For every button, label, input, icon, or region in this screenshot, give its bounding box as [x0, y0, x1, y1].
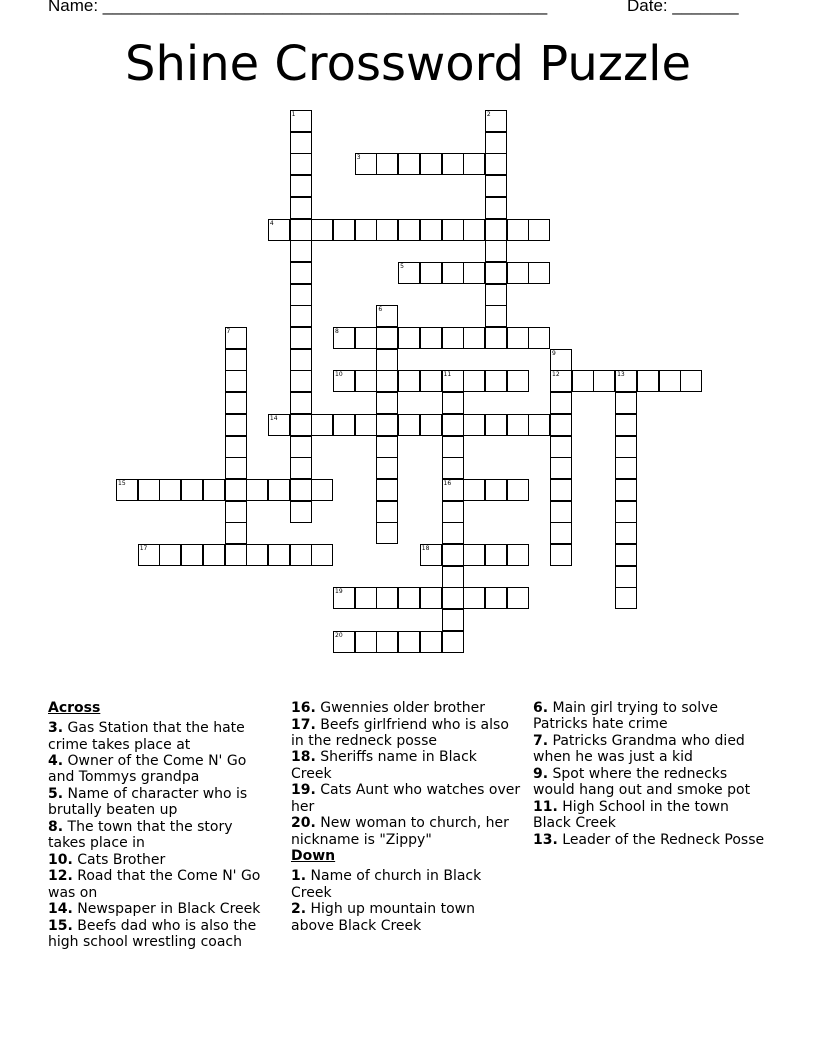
- grid-cell[interactable]: [376, 501, 398, 523]
- grid-cell[interactable]: [398, 631, 420, 653]
- clue-number: 20: [335, 631, 343, 639]
- grid-cell[interactable]: [442, 219, 464, 241]
- grid-cell[interactable]: [290, 436, 312, 458]
- clue-number: 7: [226, 328, 231, 335]
- grid-cell[interactable]: [485, 479, 507, 501]
- grid-cell[interactable]: [138, 544, 160, 566]
- clue-number: 15: [118, 479, 126, 487]
- grid-cell[interactable]: [290, 175, 312, 197]
- grid-cell[interactable]: [159, 479, 181, 501]
- clue-number-label: 4.: [48, 753, 64, 770]
- grid-cell[interactable]: [442, 566, 464, 588]
- clue-text: Owner of the Come N' Go and Tommys grandpa: [48, 753, 247, 786]
- grid-cell[interactable]: [203, 544, 225, 566]
- grid-cell[interactable]: [290, 457, 312, 479]
- across-clue: [48, 868, 273, 901]
- clue-number-label: 1.: [291, 868, 307, 885]
- clue-number: 1: [291, 111, 296, 118]
- grid-cell[interactable]: [615, 370, 637, 392]
- across-clue: [48, 753, 273, 786]
- grid-cell[interactable]: [376, 522, 398, 544]
- grid-cell[interactable]: [355, 631, 377, 653]
- grid-cell[interactable]: [615, 392, 637, 414]
- grid-cell[interactable]: [333, 219, 355, 241]
- grid-cell[interactable]: [442, 436, 464, 458]
- grid-cell[interactable]: [420, 327, 442, 349]
- clue-text: High up mountain town above Black Creek: [291, 901, 475, 934]
- grid-cell[interactable]: [485, 284, 507, 306]
- grid-cell[interactable]: [442, 544, 464, 566]
- clue-number-label: 10.: [48, 851, 73, 868]
- clue-text: Newspaper in Black Creek: [72, 901, 261, 918]
- grid-cell[interactable]: [485, 370, 507, 392]
- grid-cell[interactable]: [268, 544, 290, 566]
- grid-cell[interactable]: [507, 414, 529, 436]
- grid-cell[interactable]: [398, 414, 420, 436]
- grid-cell[interactable]: [485, 327, 507, 349]
- grid-cell[interactable]: [246, 479, 268, 501]
- clue-number-label: 2.: [291, 901, 307, 918]
- grid-cell[interactable]: [225, 501, 247, 523]
- down-clue: [533, 733, 765, 766]
- grid-cell[interactable]: [442, 587, 464, 609]
- grid-cell[interactable]: [615, 587, 637, 609]
- grid-cell[interactable]: [442, 414, 464, 436]
- grid-cell[interactable]: [550, 370, 572, 392]
- grid-cell[interactable]: [225, 522, 247, 544]
- grid-cell[interactable]: [311, 544, 333, 566]
- grid-cell[interactable]: [116, 479, 138, 501]
- clue-number: 12: [552, 371, 560, 379]
- grid-cell[interactable]: [615, 436, 637, 458]
- grid-cell[interactable]: [181, 544, 203, 566]
- grid-cell[interactable]: [442, 153, 464, 175]
- grid-cell[interactable]: [442, 262, 464, 284]
- grid-cell[interactable]: [463, 414, 485, 436]
- grid-cell[interactable]: [615, 522, 637, 544]
- clue-number-label: 8.: [48, 818, 64, 835]
- grid-cell[interactable]: [615, 544, 637, 566]
- grid-cell[interactable]: [442, 522, 464, 544]
- grid-cell[interactable]: [203, 479, 225, 501]
- grid-cell[interactable]: [485, 132, 507, 154]
- across-heading: Across: [48, 700, 101, 716]
- grid-cell[interactable]: [376, 436, 398, 458]
- clue-text: Gwennies older brother: [315, 700, 485, 716]
- grid-cell[interactable]: [680, 370, 702, 392]
- grid-cell[interactable]: [420, 587, 442, 609]
- grid-cell[interactable]: [442, 457, 464, 479]
- grid-cell[interactable]: [398, 587, 420, 609]
- clue-number-label: 7.: [533, 732, 549, 749]
- grid-cell[interactable]: [463, 153, 485, 175]
- grid-cell[interactable]: [398, 370, 420, 392]
- grid-cell[interactable]: [311, 479, 333, 501]
- grid-cell[interactable]: [225, 349, 247, 371]
- grid-cell[interactable]: [290, 544, 312, 566]
- grid-cell[interactable]: [225, 392, 247, 414]
- clue-number-label: 9.: [533, 765, 549, 782]
- clue-text: Spot where the rednecks would hang out and smoke pot: [533, 765, 751, 799]
- clue-number-label: 18.: [291, 749, 316, 766]
- across-clue: [291, 700, 521, 716]
- grid-cell[interactable]: [376, 392, 398, 414]
- grid-cell[interactable]: [290, 414, 312, 436]
- across-clue: [48, 852, 273, 868]
- clue-text: Leader of the Redneck Posse: [557, 831, 765, 848]
- grid-cell[interactable]: [355, 370, 377, 392]
- grid-cell[interactable]: [420, 544, 442, 566]
- grid-cell[interactable]: [572, 370, 594, 392]
- grid-cell[interactable]: [528, 219, 550, 241]
- grid-cell[interactable]: [550, 501, 572, 523]
- clue-number: 6: [378, 306, 383, 314]
- clue-number-label: 13.: [533, 831, 558, 848]
- grid-cell[interactable]: [463, 370, 485, 392]
- grid-cell[interactable]: [485, 544, 507, 566]
- clue-text: The town that the story takes place in: [48, 818, 233, 852]
- grid-cell[interactable]: [420, 414, 442, 436]
- grid-cell[interactable]: [311, 414, 333, 436]
- clue-text: Road that the Come N' Go was on: [48, 868, 261, 901]
- grid-cell[interactable]: [485, 110, 507, 132]
- grid-cell[interactable]: [376, 457, 398, 479]
- grid-cell[interactable]: [463, 544, 485, 566]
- across-clue: [48, 918, 273, 951]
- grid-cell[interactable]: [376, 305, 398, 327]
- grid-cell[interactable]: [333, 631, 355, 653]
- grid-cell[interactable]: [398, 219, 420, 241]
- grid-cell[interactable]: [528, 262, 550, 284]
- down-clue: [533, 766, 765, 799]
- grid-cell[interactable]: [485, 305, 507, 327]
- across-clue: [291, 815, 521, 848]
- across-clue: [48, 901, 273, 917]
- grid-cell[interactable]: [463, 219, 485, 241]
- grid-cell[interactable]: [333, 327, 355, 349]
- grid-cell[interactable]: [246, 544, 268, 566]
- page-title: Shine Crossword Puzzle: [124, 36, 692, 92]
- grid-cell[interactable]: [290, 153, 312, 175]
- clue-number-label: 11.: [533, 798, 558, 815]
- grid-cell[interactable]: [507, 479, 529, 501]
- grid-cell[interactable]: [420, 262, 442, 284]
- grid-cell[interactable]: [463, 262, 485, 284]
- down-clue: [291, 901, 521, 934]
- down-clue: [533, 799, 765, 832]
- grid-cell[interactable]: [550, 436, 572, 458]
- clue-text: Sheriffs name in Black Creek: [291, 749, 477, 782]
- grid-cell[interactable]: [225, 327, 247, 349]
- clue-number: 14: [269, 414, 278, 422]
- grid-cell[interactable]: [659, 370, 681, 392]
- grid-cell[interactable]: [376, 153, 398, 175]
- grid-cell[interactable]: [376, 349, 398, 371]
- grid-cell[interactable]: [290, 392, 312, 414]
- grid-cell[interactable]: [442, 370, 464, 392]
- grid-cell[interactable]: [290, 327, 312, 349]
- grid-cell[interactable]: [159, 544, 181, 566]
- grid-cell[interactable]: [290, 240, 312, 262]
- grid-cell[interactable]: [485, 175, 507, 197]
- grid-cell[interactable]: [615, 479, 637, 501]
- clue-number: 18: [421, 545, 430, 552]
- clue-number-label: 20.: [291, 815, 316, 832]
- across-clue: [291, 749, 521, 782]
- clue-text: Main girl trying to solve Patricks hate crime: [533, 700, 719, 733]
- clue-number: 8: [335, 328, 339, 335]
- grid-cell[interactable]: [376, 219, 398, 241]
- grid-cell[interactable]: [376, 414, 398, 436]
- grid-cell[interactable]: [398, 262, 420, 284]
- grid-cell[interactable]: [550, 457, 572, 479]
- grid-cell[interactable]: [333, 370, 355, 392]
- clue-number: 3: [356, 154, 361, 162]
- clue-number-label: 17.: [291, 716, 316, 733]
- grid-cell[interactable]: [376, 327, 398, 349]
- down-clue: [291, 868, 521, 901]
- grid-cell[interactable]: [442, 479, 464, 501]
- date-field-label: Date: _______: [627, 0, 739, 15]
- grid-cell[interactable]: [615, 457, 637, 479]
- grid-cell[interactable]: [376, 631, 398, 653]
- down-clue: [533, 832, 765, 848]
- grid-cell[interactable]: [463, 327, 485, 349]
- grid-cell[interactable]: [355, 219, 377, 241]
- grid-cell[interactable]: [463, 479, 485, 501]
- grid-cell[interactable]: [550, 544, 572, 566]
- clue-text: Gas Station that the hate crime takes place at: [48, 720, 245, 753]
- grid-cell[interactable]: [355, 327, 377, 349]
- grid-cell[interactable]: [507, 544, 529, 566]
- grid-cell[interactable]: [290, 219, 312, 241]
- clue-number-label: 12.: [48, 868, 73, 885]
- down-clue: [533, 700, 765, 733]
- grid-cell[interactable]: [550, 479, 572, 501]
- grid-cell[interactable]: [615, 501, 637, 523]
- clue-number-label: 6.: [533, 700, 549, 716]
- clue-text: Patricks Grandma who died when he was just a kid: [533, 732, 745, 766]
- grid-cell[interactable]: [507, 219, 529, 241]
- clue-number: 5: [400, 262, 404, 270]
- clue-column-1: [48, 700, 273, 951]
- grid-cell[interactable]: [550, 414, 572, 436]
- clue-number: 19: [335, 588, 343, 596]
- across-clue: [291, 782, 521, 815]
- clue-number-label: 5.: [48, 786, 64, 803]
- grid-cell[interactable]: [290, 262, 312, 284]
- grid-cell[interactable]: [420, 631, 442, 653]
- name-field-label: Name: _______________________________________________: [48, 0, 548, 15]
- grid-cell[interactable]: [485, 587, 507, 609]
- grid-cell[interactable]: [485, 219, 507, 241]
- grid-cell[interactable]: [485, 262, 507, 284]
- grid-cell[interactable]: [290, 197, 312, 219]
- clue-number: 17: [139, 545, 148, 552]
- grid-cell[interactable]: [615, 566, 637, 588]
- grid-cell[interactable]: [507, 262, 529, 284]
- grid-cell[interactable]: [398, 153, 420, 175]
- grid-cell[interactable]: [420, 370, 442, 392]
- clue-text: Cats Aunt who watches over her: [291, 782, 521, 815]
- grid-cell[interactable]: [290, 501, 312, 523]
- grid-cell[interactable]: [268, 414, 290, 436]
- grid-cell[interactable]: [290, 132, 312, 154]
- clue-number: 13: [617, 371, 625, 379]
- clue-text: Beefs dad who is also the high school wrestling coach: [48, 917, 257, 951]
- grid-cell[interactable]: [225, 414, 247, 436]
- grid-cell[interactable]: [463, 587, 485, 609]
- across-clue: [48, 720, 273, 753]
- grid-cell[interactable]: [550, 392, 572, 414]
- grid-cell[interactable]: [442, 609, 464, 631]
- grid-cell[interactable]: [268, 479, 290, 501]
- grid-cell[interactable]: [355, 153, 377, 175]
- grid-cell[interactable]: [225, 479, 247, 501]
- grid-cell[interactable]: [376, 370, 398, 392]
- grid-cell[interactable]: [225, 370, 247, 392]
- clue-number-label: 19.: [291, 782, 316, 799]
- grid-cell[interactable]: [615, 414, 637, 436]
- grid-cell[interactable]: [442, 392, 464, 414]
- grid-cell[interactable]: [376, 479, 398, 501]
- across-clue: [48, 819, 273, 852]
- clue-number-label: 14.: [48, 901, 73, 918]
- clue-number-label: 16.: [291, 700, 316, 716]
- across-clue: [291, 717, 521, 750]
- clue-text: New woman to church, her nickname is "Zippy": [291, 815, 509, 848]
- clue-text: Name of character who is brutally beaten up: [48, 786, 248, 819]
- grid-cell[interactable]: [550, 522, 572, 544]
- grid-cell[interactable]: [485, 153, 507, 175]
- grid-cell[interactable]: [290, 284, 312, 306]
- grid-cell[interactable]: [290, 479, 312, 501]
- grid-cell[interactable]: [355, 587, 377, 609]
- grid-cell[interactable]: [485, 240, 507, 262]
- clue-column-3: [533, 700, 765, 848]
- clue-text: Name of church in Black Creek: [291, 868, 482, 901]
- grid-cell[interactable]: [333, 587, 355, 609]
- grid-cell[interactable]: [138, 479, 160, 501]
- clue-number-label: 3.: [48, 720, 64, 737]
- grid-cell[interactable]: [376, 587, 398, 609]
- grid-cell[interactable]: [507, 327, 529, 349]
- grid-cell[interactable]: [311, 219, 333, 241]
- across-clue: [48, 786, 273, 819]
- grid-cell[interactable]: [225, 544, 247, 566]
- clue-text: High School in the town Black Creek: [533, 798, 729, 831]
- clue-number: 4: [269, 219, 274, 227]
- grid-cell[interactable]: [507, 587, 529, 609]
- grid-cell[interactable]: [333, 414, 355, 436]
- grid-cell[interactable]: [225, 436, 247, 458]
- grid-cell[interactable]: [593, 370, 615, 392]
- grid-cell[interactable]: [442, 631, 464, 653]
- clue-number: 2: [486, 111, 491, 118]
- grid-cell[interactable]: [420, 153, 442, 175]
- grid-cell[interactable]: [290, 370, 312, 392]
- clue-number: 9: [552, 349, 556, 357]
- grid-cell[interactable]: [181, 479, 203, 501]
- grid-cell[interactable]: [290, 305, 312, 327]
- grid-cell[interactable]: [442, 327, 464, 349]
- clue-number: 16: [443, 479, 452, 487]
- clue-number: 10: [335, 371, 343, 379]
- clue-text: Beefs girlfriend who is also in the redneck posse: [291, 716, 509, 749]
- grid-cell[interactable]: [485, 197, 507, 219]
- grid-cell[interactable]: [420, 219, 442, 241]
- grid-cell[interactable]: [442, 501, 464, 523]
- grid-cell[interactable]: [485, 414, 507, 436]
- clue-list: [0, 700, 816, 960]
- clue-text: Cats Brother: [72, 851, 166, 868]
- grid-cell[interactable]: [550, 349, 572, 371]
- grid-cell[interactable]: [225, 457, 247, 479]
- grid-cell[interactable]: [507, 370, 529, 392]
- grid-cell[interactable]: [637, 370, 659, 392]
- down-heading: Down: [291, 848, 336, 865]
- grid-cell[interactable]: [528, 327, 550, 349]
- grid-cell[interactable]: [268, 219, 290, 241]
- grid-cell[interactable]: [528, 414, 550, 436]
- grid-cell[interactable]: [355, 414, 377, 436]
- clue-number-label: 15.: [48, 917, 73, 934]
- grid-cell[interactable]: [290, 349, 312, 371]
- grid-cell[interactable]: [290, 110, 312, 132]
- clue-number: 11: [443, 371, 452, 379]
- grid-cell[interactable]: [398, 327, 420, 349]
- clue-column-2: [291, 700, 521, 934]
